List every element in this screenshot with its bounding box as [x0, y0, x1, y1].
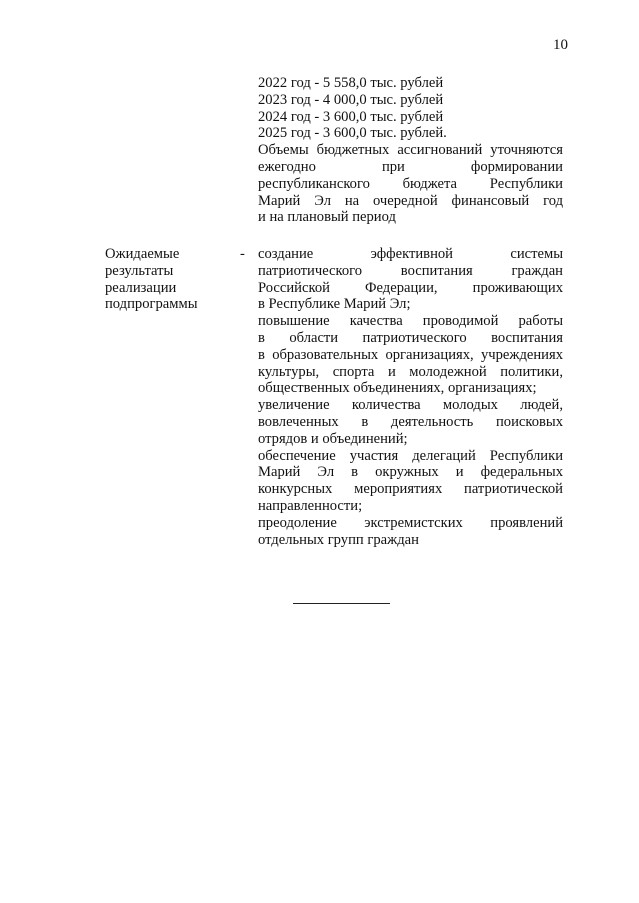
results-line: в области патриотического воспитания — [258, 329, 563, 346]
funding-line: 2022 год - 5 558,0 тыс. рублей — [258, 75, 444, 91]
results-line: отдельных групп граждан — [258, 531, 419, 548]
results-separator: - — [240, 246, 245, 262]
funding-note-line: ежегодно при формировании — [258, 158, 563, 175]
results-label — [105, 246, 225, 313]
results-line: Марий Эл в окружных и федеральных — [258, 464, 563, 481]
funding-line: 2024 год - 3 600,0 тыс. рублей — [258, 108, 444, 125]
results-label-line: Ожидаемые — [105, 246, 180, 262]
funding-line: 2023 год - 4 000,0 тыс. рублей — [258, 91, 444, 108]
results-line: преодоление экстремистских проявлений — [258, 514, 563, 531]
results-line: общественных объединениях, организациях; — [258, 380, 537, 397]
results-text — [258, 246, 563, 548]
results-line: отрядов и объединений; — [258, 430, 408, 447]
results-label-line: реализации — [105, 279, 177, 296]
results-line: конкурсных мероприятиях патриотической — [258, 481, 563, 498]
results-line: в образовательных организациях, учреждениях — [258, 346, 563, 363]
results-line: в Республике Марий Эл; — [258, 296, 411, 313]
results-line: направленности; — [258, 497, 363, 514]
funding-note-line: Марий Эл на очередной финансовый год — [258, 192, 563, 209]
results-line: создание эффективной системы — [258, 246, 563, 262]
results-line: повышение качества проводимой работы — [258, 313, 563, 330]
page-number: 10 — [553, 37, 568, 53]
results-line: увеличение количества молодых людей, — [258, 397, 563, 414]
funding-section — [258, 75, 563, 226]
funding-note-line: и на плановый период — [258, 209, 396, 226]
funding-line: 2025 год - 3 600,0 тыс. рублей. — [258, 125, 447, 142]
results-label-line: результаты — [105, 262, 174, 279]
results-line: обеспечение участия делегаций Республики — [258, 447, 563, 464]
results-line: культуры, спорта и молодежной политики, — [258, 363, 563, 380]
funding-note-line: республиканского бюджета Республики — [258, 175, 563, 192]
results-line: вовлеченных в деятельность поисковых — [258, 413, 563, 430]
results-line: патриотического воспитания граждан — [258, 262, 563, 279]
results-line: Российской Федерации, проживающих — [258, 279, 563, 296]
end-divider — [293, 603, 390, 604]
funding-note-line: Объемы бюджетных ассигнований уточняются — [258, 142, 563, 159]
results-label-line: подпрограммы — [105, 296, 198, 313]
